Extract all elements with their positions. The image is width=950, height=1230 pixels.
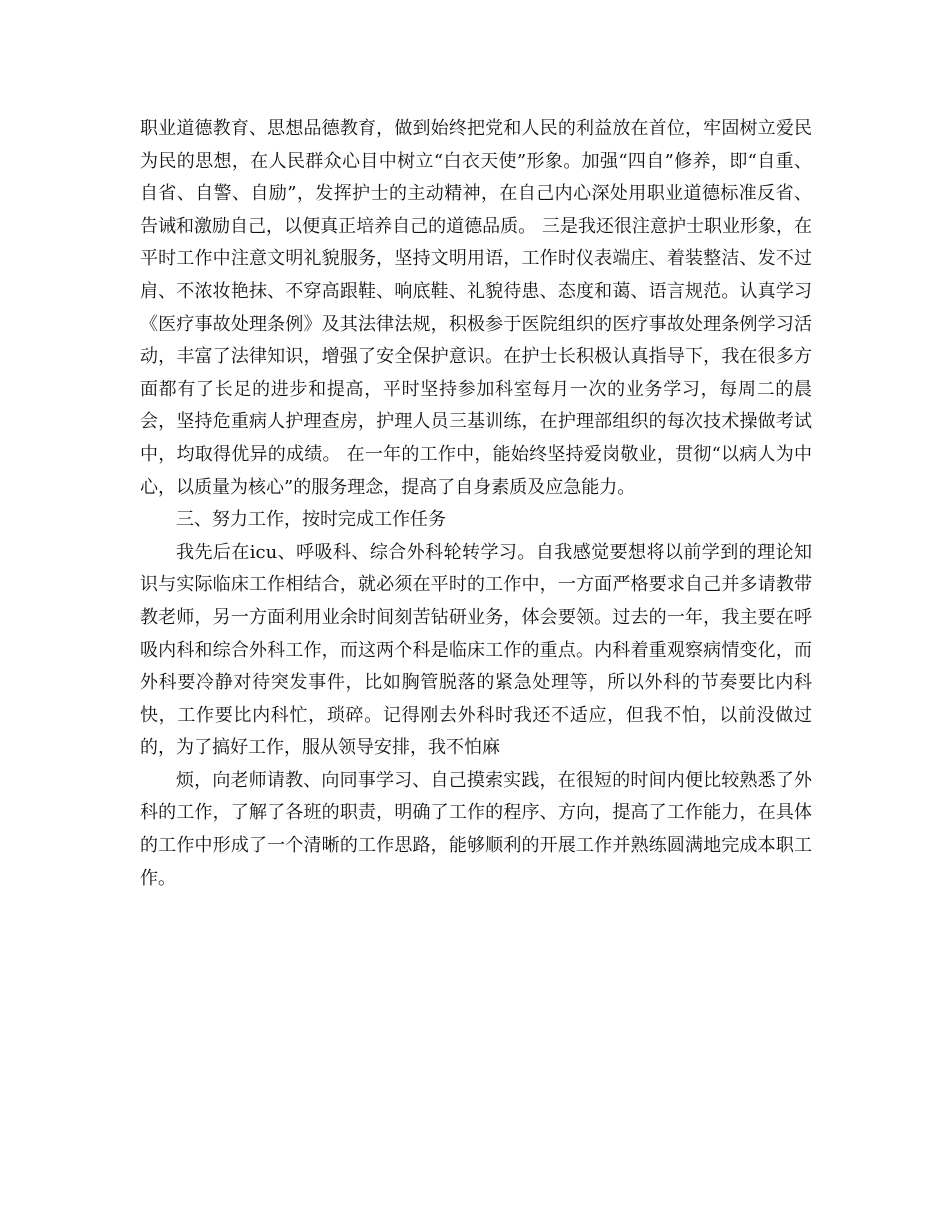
- paragraph-rotation-study: 我先后在icu、呼吸科、综合外科轮转学习。自我感觉要想将以前学到的理论知识与实际临床工作相结合，就必须在平时的工作中，一方面严格要求自己并多请教带教老师，另一方面利用业余时间刻苦钻研业务，体会要领。过去的一年，我主要在呼吸内科和综合外科工作，而这两个科是临床工作的重点。内科着重观察病情变化，而外科要冷静对待突发事件，比如胸管脱落的紧急处理等，所以外科的节奏要比内科快，工作要比内科忙，琐碎。记得刚去外科时我还不适应，但我不怕，以前没做过的，为了搞好工作，服从领导安排，我不怕麻: [140, 541, 812, 759]
- document-body: [140, 113, 812, 895]
- paragraph-surgery-adaptation: 烦，向老师请教、向同事学习、自己摸索实践，在很短的时间内便比较熟悉了外科的工作，了解了各班的职责，明确了工作的程序、方向，提高了工作能力，在具体的工作中形成了一个清晰的工作思路，能够顺利的开展工作并熟练圆满地完成本职工作。: [140, 769, 812, 889]
- paragraph-professional-ethics: 职业道德教育、思想品德教育，做到始终把党和人民的利益放在首位，牢固树立爱民为民的思想，在人民群众心目中树立“白衣天使”形象。加强“四自”修养，即“自重、自省、自警、自励”，发挥护士的主动精神，在自己内心深处用职业道德标准反省、告诫和激励自己，以便真正培养自己的道德品质。 三是我还很注意护士职业形象，在平时工作中注意文明礼貌服务，坚持文明用语，工作时仪表端庄、着装整洁、发不过肩、不浓妆艳抹、不穿高跟鞋、响底鞋、礼貌待患、态度和蔼、语言规范。认真学习《医疗事故处理条例》及其法律法规，积极参于医院组织的医疗事故处理条例学习活动，丰富了法律知识，增强了安全保护意识。在护士长积极认真指导下，我在很多方面都有了长足的进步和提高，平时坚持参加科室每月一次的业务学习，每周二的晨会，坚持危重病人护理查房，护理人员三基训练，在护理部组织的每次技术操做考试中，均取得优异的成绩。 在一年的工作中，能始终坚持爱岗敬业，贯彻“以病人为中心，以质量为核心”的服务理念，提高了自身素质及应急能力。: [140, 118, 812, 498]
- section-heading: 三、努力工作，按时完成工作任务: [176, 509, 446, 531]
